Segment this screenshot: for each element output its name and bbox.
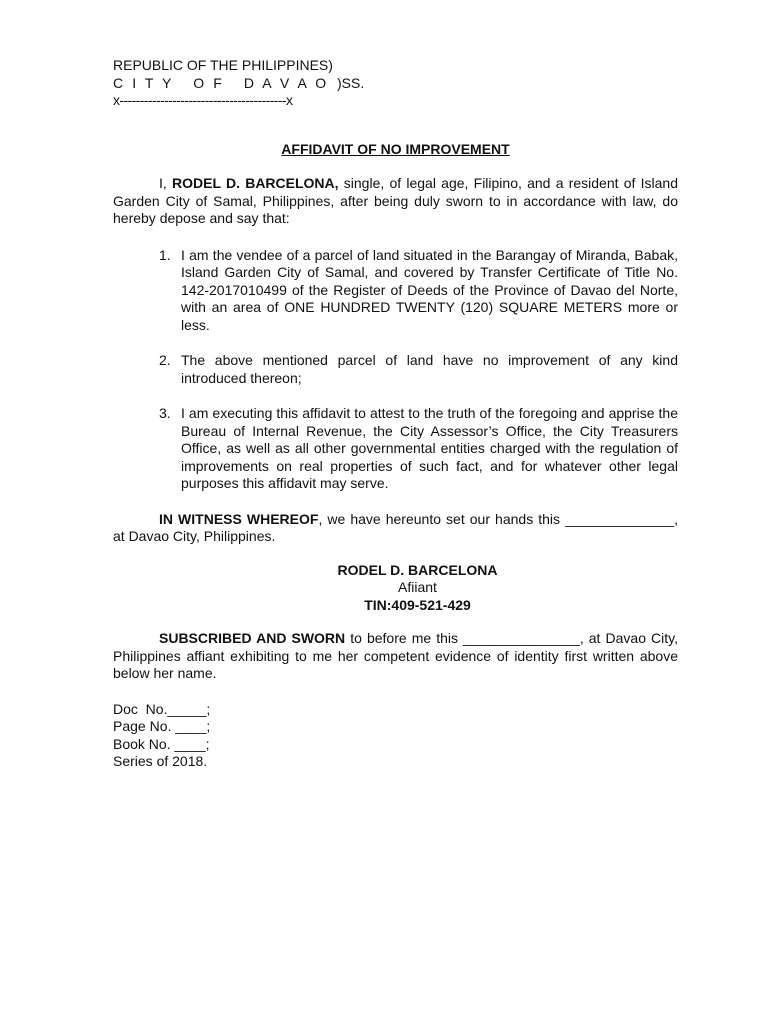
intro-text: single, of legal age, Filipino, and a resident of Island Garden City of Samal, Philippines, after being duly sworn to in accordance with law, do hereby depose and say that: bbox=[113, 175, 678, 226]
signatory-role: Afiiant bbox=[398, 579, 437, 595]
witness-paragraph bbox=[113, 511, 678, 546]
signature-block bbox=[113, 562, 678, 615]
list-item-number: 2. bbox=[159, 352, 171, 368]
witness-text: , we have hereunto set our hands this ______________, at Davao City, Philippines. bbox=[113, 510, 678, 544]
doc-number: Doc No._____; bbox=[113, 700, 211, 717]
caption-city-row bbox=[113, 75, 678, 93]
caption-republic: REPUBLIC OF THE PHILIPPINES) bbox=[113, 57, 333, 73]
signatory-tin: TIN:409-521-429 bbox=[364, 596, 471, 613]
list-item bbox=[113, 352, 678, 387]
book-number: Book No. ____; bbox=[113, 735, 210, 752]
affidavit-page bbox=[113, 57, 678, 771]
list-item-text: I am executing this affidavit to attest to the truth of the foregoing and apprise the Bureau of Internal Revenue, the City Assessor’s Office, the City Treasurers Office, as well as all other governmental entities charged with the regulation of improvements on real properties of such fact, and for whatever other legal purposes this affidavit may serve. bbox=[181, 405, 678, 491]
jurat-paragraph bbox=[113, 630, 678, 683]
list-item-text: The above mentioned parcel of land have no improvement of any kind introduced thereon; bbox=[181, 352, 678, 386]
series-year: Series of 2018. bbox=[113, 753, 208, 769]
intro-paragraph bbox=[113, 175, 678, 228]
jurat-lead: SUBSCRIBED AND SWORN bbox=[159, 630, 346, 646]
list-item-number: 3. bbox=[159, 405, 171, 421]
caption-divider: x-----------------------------------------x bbox=[113, 92, 293, 108]
list-item bbox=[113, 405, 678, 493]
page-number: Page No. ____; bbox=[113, 718, 211, 734]
statement-list bbox=[113, 247, 678, 493]
intro-prefix: I, bbox=[159, 175, 173, 191]
affiant-name: RODEL D. BARCELONA, bbox=[172, 175, 339, 191]
jurat-text: to before me this _______________, at Davao City, Philippines affiant exhibiting to me her competent evidence of identity first written above below her name. bbox=[113, 630, 678, 681]
list-item bbox=[113, 247, 678, 335]
document-title: AFFIDAVIT OF NO IMPROVEMENT bbox=[281, 140, 510, 157]
caption-ss: )SS. bbox=[337, 74, 365, 91]
list-item-number: 1. bbox=[159, 246, 171, 263]
signatory-name: RODEL D. BARCELONA bbox=[337, 561, 498, 578]
caption-city: C I T Y O F D A V A O bbox=[113, 74, 329, 91]
list-item-text: I am the vendee of a parcel of land situated in the Barangay of Miranda, Babak, Island Garden City of Samal, and covered by Transfer Certificate of Title No. 142-2017010499 of the Register of Deeds of the Province of Davao del Norte, with an area of ONE HUNDRED TWENTY (120) SQUARE METERS more or less. bbox=[181, 246, 678, 333]
notarial-register bbox=[113, 701, 678, 771]
witness-lead: IN WITNESS WHEREOF bbox=[159, 510, 319, 527]
